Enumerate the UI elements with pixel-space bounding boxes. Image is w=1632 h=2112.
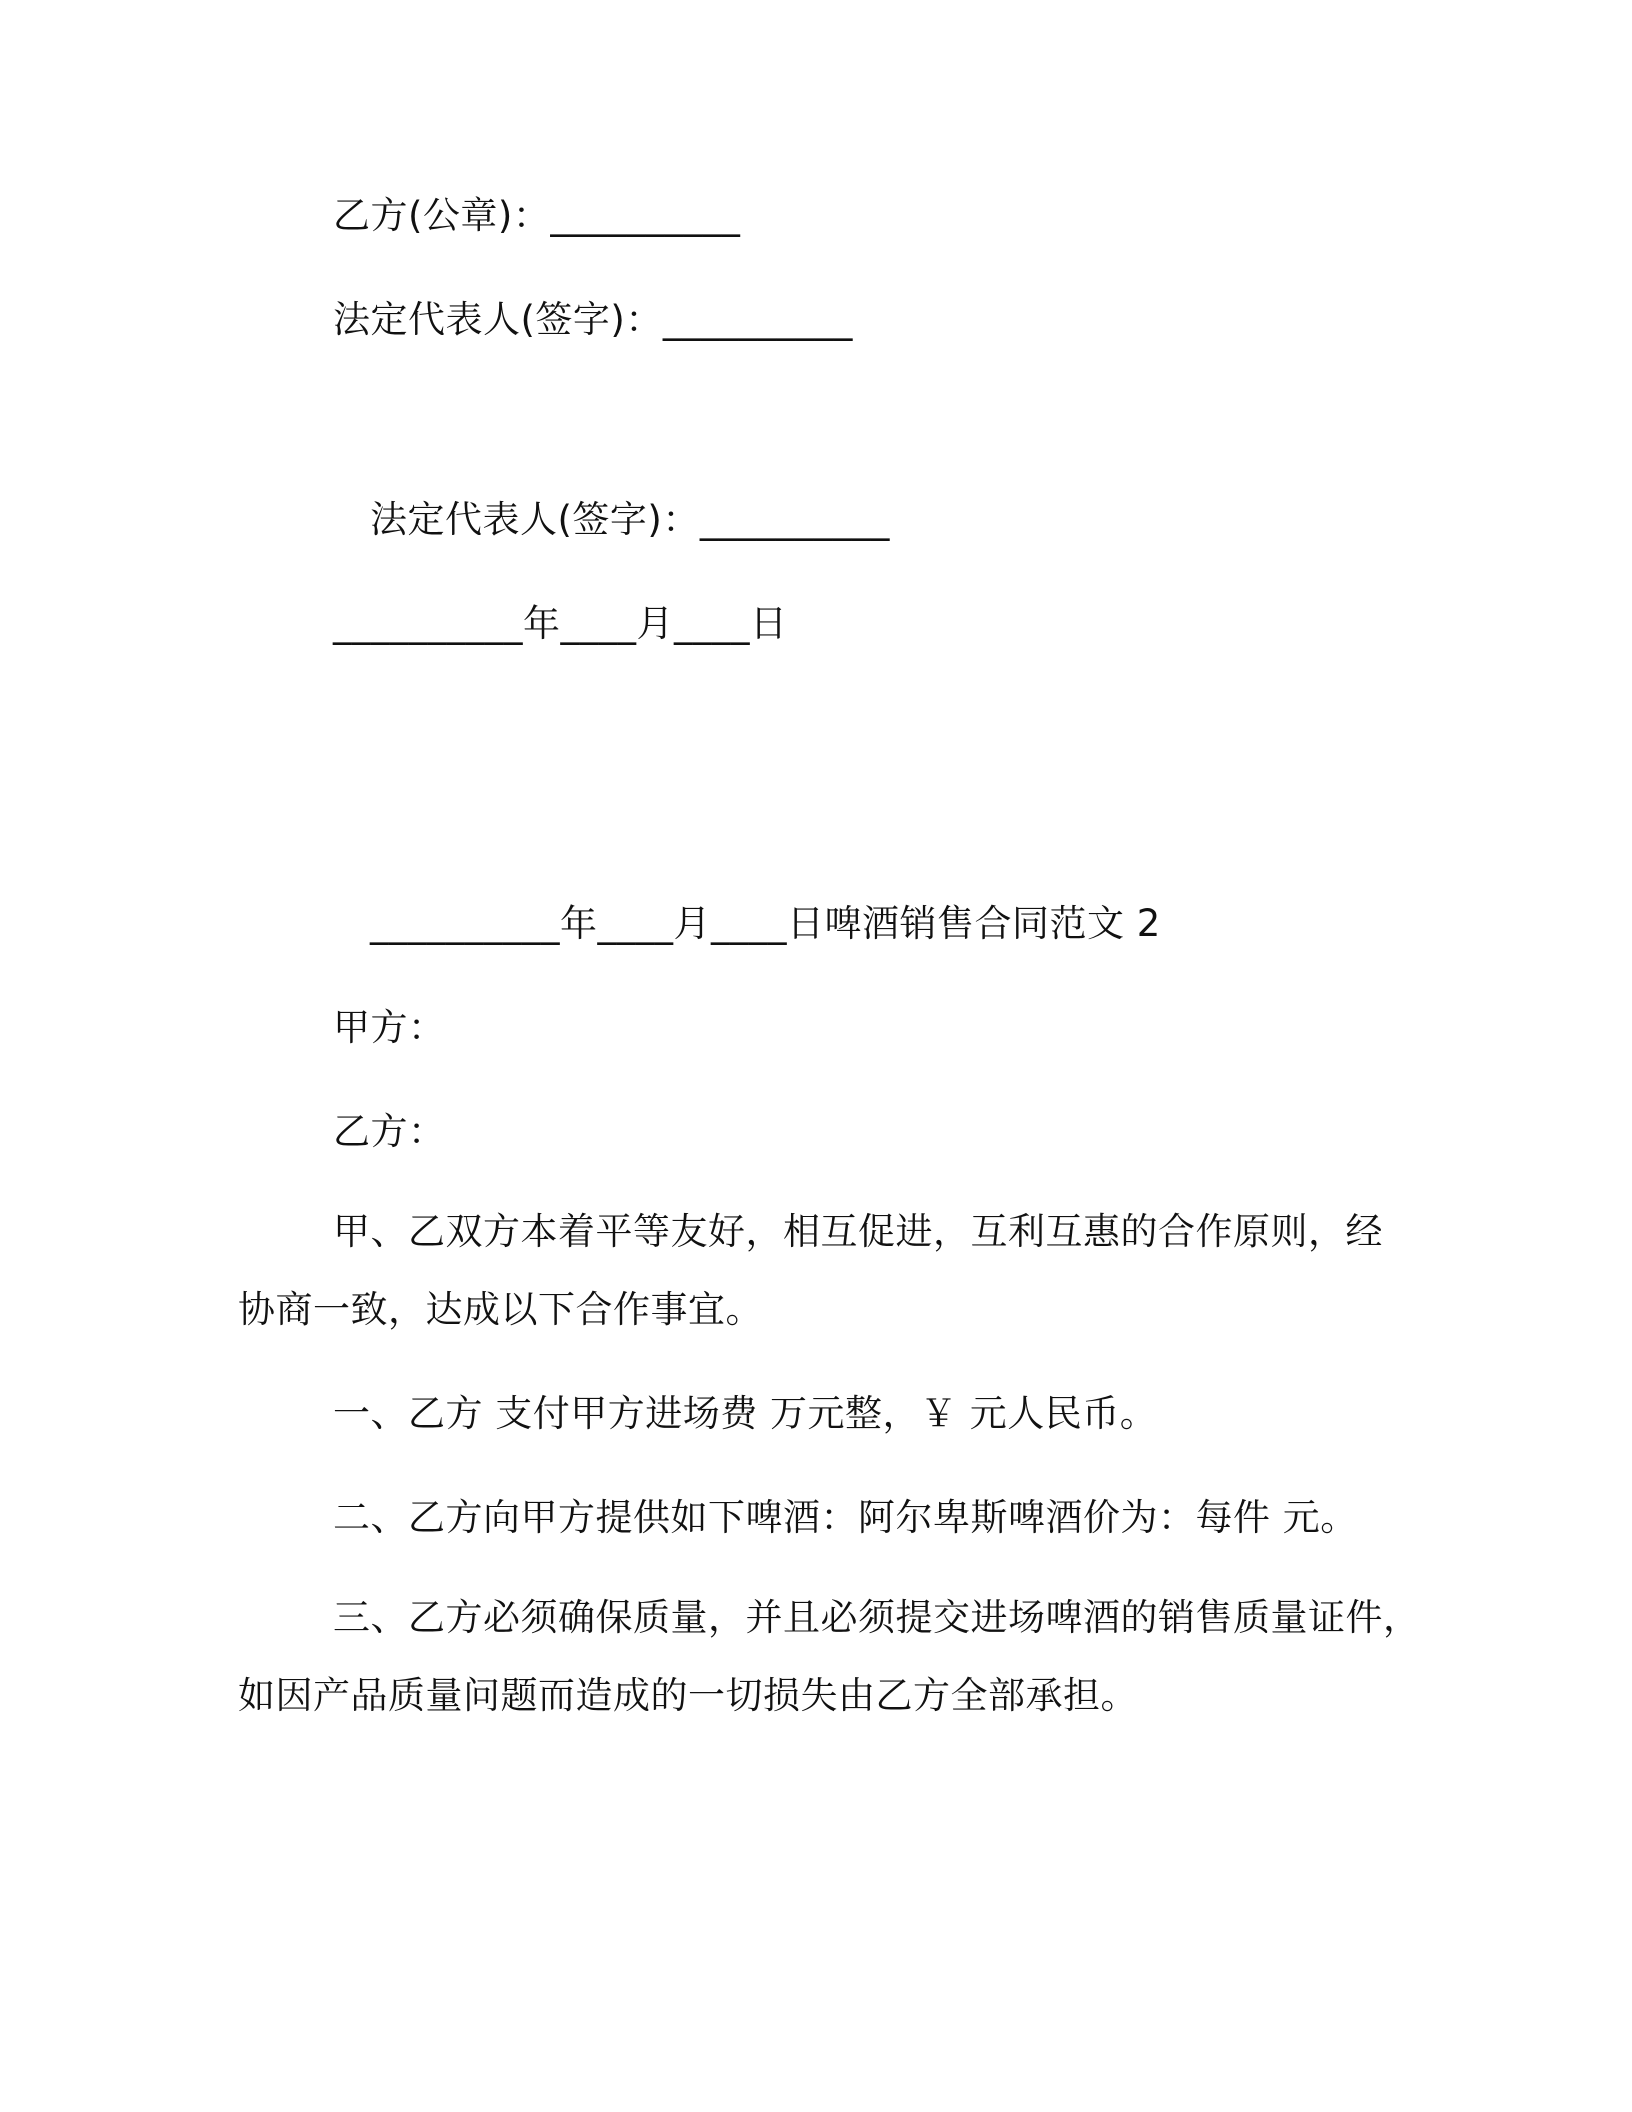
party-b-line: 乙方： [333,1110,446,1153]
preamble-line-2: 协商一致，达成以下合作事宜。 [238,1288,763,1331]
clause-3-paragraph [238,1579,1421,1735]
legal-rep-signature-line-2: 法定代表人(签字)：__________ [370,498,890,541]
clause-3-line-1: 三、乙方必须确保质量，并且必须提交进场啤酒的销售质量证件， [333,1596,1421,1639]
legal-rep-signature-line: 法定代表人(签字)：__________ [333,298,853,341]
party-a-line: 甲方： [333,1006,446,1049]
contract-title: __________年____月____日啤酒销售合同范文 2 [370,902,1161,945]
preamble-line-1: 甲、乙双方本着平等友好，相互促进，互利互惠的合作原则，经 [333,1210,1383,1253]
clause-2: 二、乙方向甲方提供如下啤酒：阿尔卑斯啤酒价为：每件 元。 [333,1496,1358,1539]
signature-date-line: __________年____月____日 [333,602,788,645]
clause-1: 一、乙方 支付甲方进场费 万元整，￥ 元人民币。 [333,1392,1158,1435]
preamble-paragraph [238,1193,1383,1349]
clause-3-line-2: 如因产品质量问题而造成的一切损失由乙方全部承担。 [238,1674,1138,1717]
party-b-seal-line: 乙方(公章)：__________ [333,194,741,237]
